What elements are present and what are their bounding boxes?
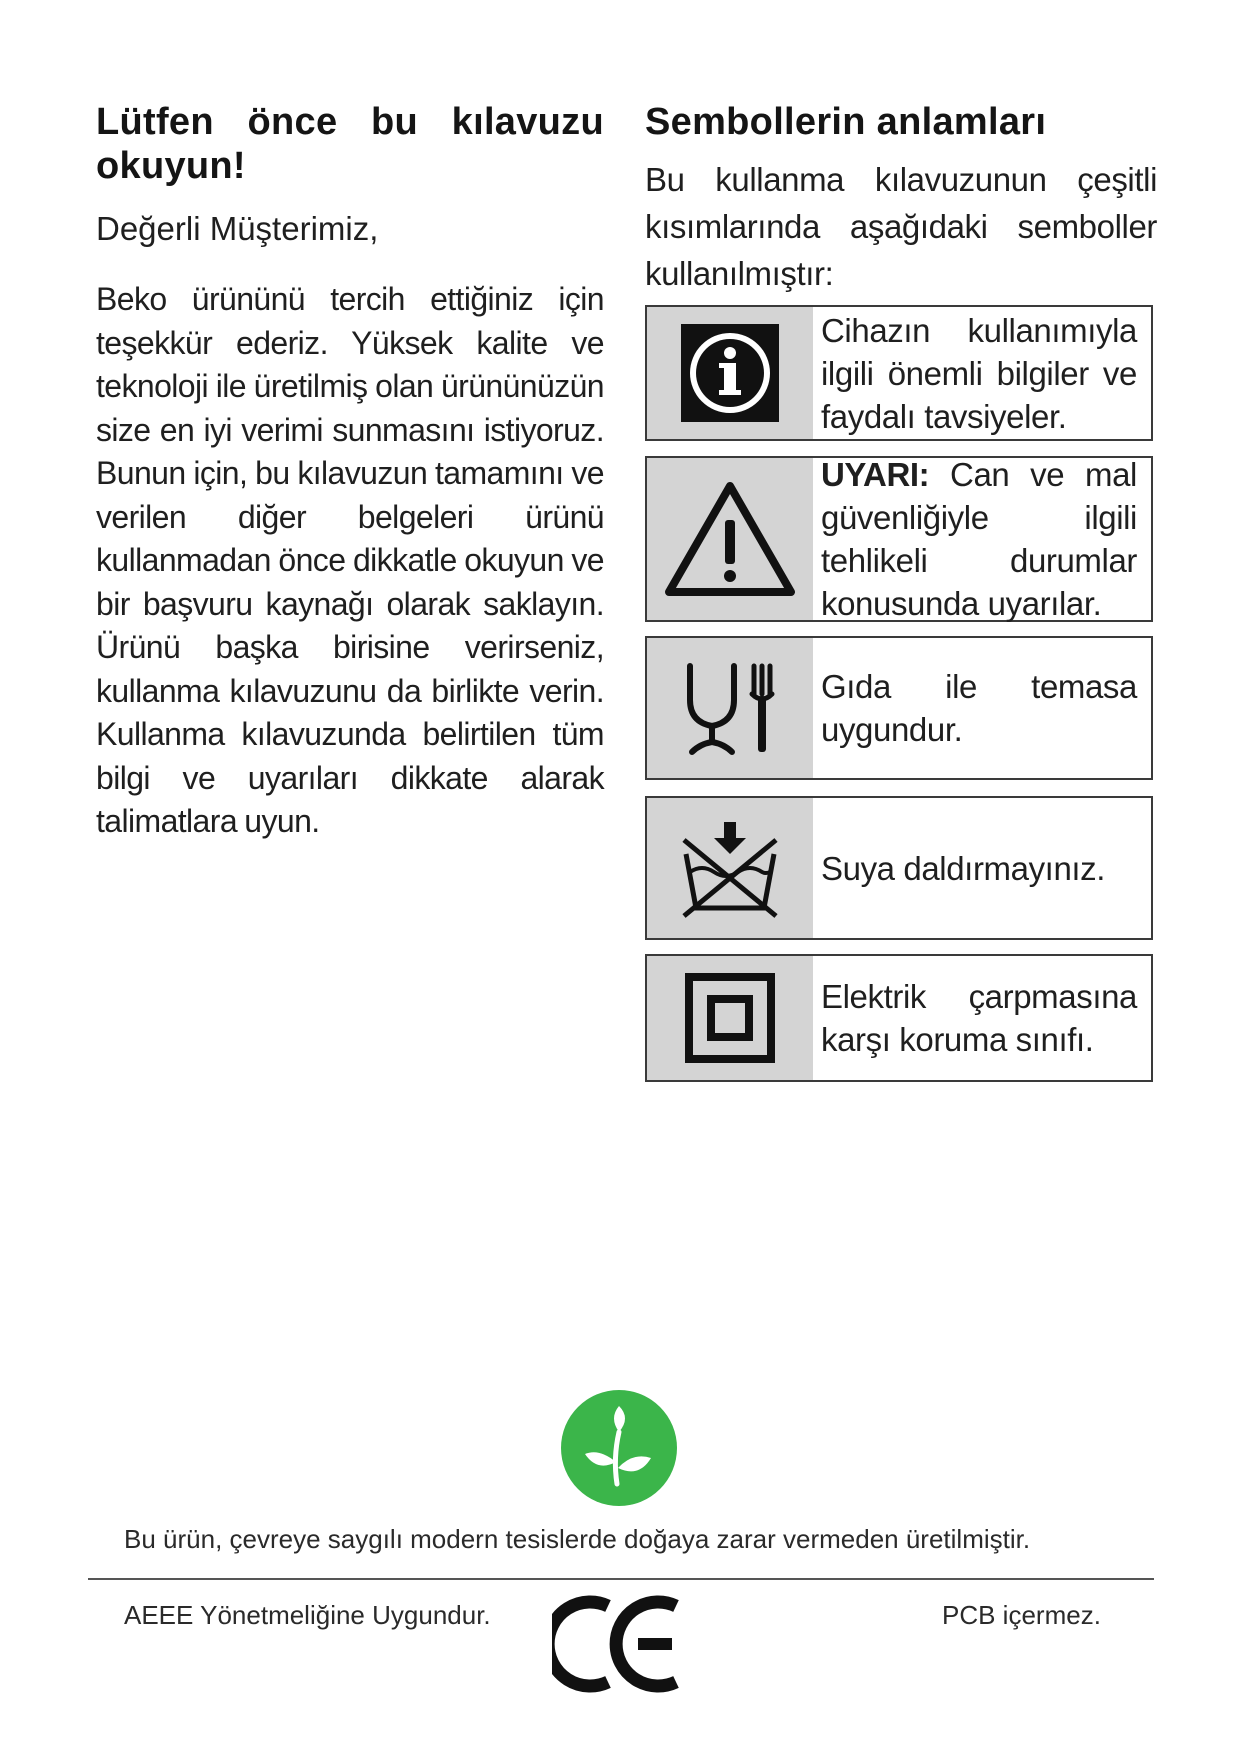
symbol-row-warning xyxy=(645,456,1153,622)
warning-icon xyxy=(663,480,797,598)
intro-paragraph: Beko ürününü tercih ettiğiniz için teşekkür ederiz. Yüksek kalite ve teknoloji ile üretilmiş olan ürününüzün size en iyi verimi sunmasını istiyoruz. Bunun için, bu kılavuzun tamamını ve verilen diğer belgeleri ürünü kullanmadan önce dikkatle okuyun ve bir başvuru kaynağı olarak saklayın. Ürünü başka birisine verirseniz, kullanma kılavuzunu da birlikte verin. Kullanma kılavuzunda belirtilen tüm bilgi ve uyarıları dikkate alarak talimatlara uyun. xyxy=(96,281,604,839)
symbol-icon-cell xyxy=(647,458,813,620)
info-icon xyxy=(681,324,779,422)
eco-leaf-icon xyxy=(559,1388,679,1513)
protection-class-icon xyxy=(685,973,775,1063)
do-not-immerse-icon xyxy=(680,818,780,918)
symbol-icon-cell xyxy=(647,798,813,938)
food-safe-icon xyxy=(682,660,778,756)
page-title: Lütfen önce bu kılavuzu okuyun! xyxy=(96,101,604,187)
eco-statement: Bu ürün, çevreye saygılı modern tesislerde doğaya zarar vermeden üretilmiştir. xyxy=(124,1524,1031,1554)
symbol-row-food-safe xyxy=(645,636,1153,780)
pcb-statement: PCB içermez. xyxy=(942,1600,1101,1630)
aeee-compliance: AEEE Yönetmeliğine Uygundur. xyxy=(124,1600,491,1630)
right-column xyxy=(645,100,1157,297)
left-column xyxy=(96,100,604,844)
greeting: Değerli Müşterimiz, xyxy=(96,210,379,247)
symbol-icon-cell xyxy=(647,307,813,439)
symbol-icon-cell xyxy=(647,638,813,778)
symbol-description: Gıda ile temasa uygundur. xyxy=(821,668,1137,748)
symbol-row-protection-class xyxy=(645,954,1153,1082)
symbol-row-no-immerse xyxy=(645,796,1153,940)
warning-label: UYARI: xyxy=(821,456,930,493)
divider xyxy=(88,1578,1154,1580)
symbols-heading: Sembollerin anlamları xyxy=(645,101,1047,143)
symbol-description: Can ve mal güvenliğiyle ilgili tehlikeli durumlar konusunda uyarılar. xyxy=(821,456,1137,622)
symbol-description: Elektrik çarpmasına karşı koruma sınıfı. xyxy=(821,978,1137,1058)
ce-mark-icon xyxy=(552,1594,682,1699)
symbol-description: Cihazın kullanımıyla ilgili önemli bilgiler ve faydalı tavsiyeler. xyxy=(821,311,1137,435)
symbol-row-info xyxy=(645,305,1153,441)
symbol-icon-cell xyxy=(647,956,813,1080)
symbol-description: Suya daldırmayınız. xyxy=(821,849,1106,887)
symbols-intro: Bu kullanma kılavuzunun çeşitli kısımlarında aşağıdaki semboller kullanılmıştır: xyxy=(645,161,1157,292)
